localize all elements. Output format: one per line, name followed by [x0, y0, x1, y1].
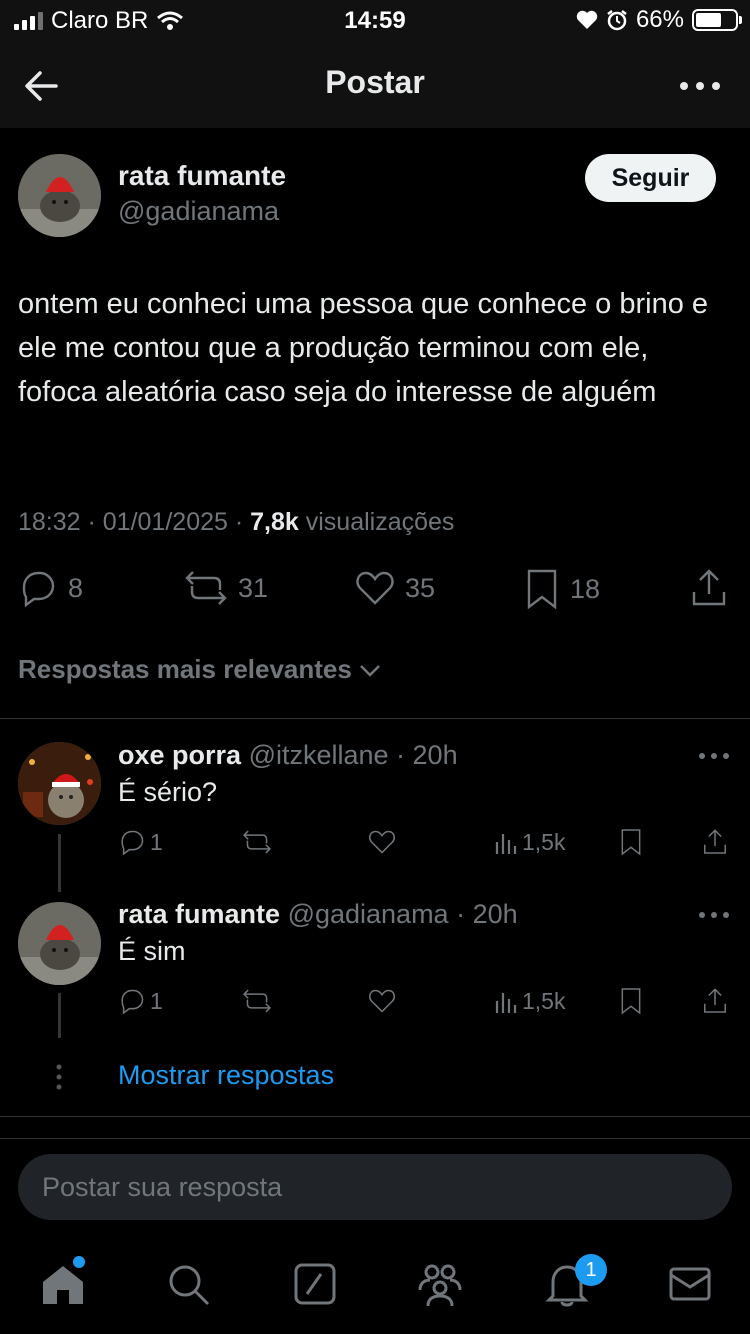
author-info[interactable]	[118, 160, 286, 227]
clock: 14:59	[344, 7, 406, 34]
reply-header	[118, 740, 458, 771]
reply-author-handle: @gadianama	[287, 899, 449, 929]
grok-icon	[291, 1260, 339, 1308]
chevron-down-icon	[358, 658, 382, 682]
reply-author-name[interactable]: oxe porra	[118, 740, 242, 770]
reply-view-count: 1,5k	[522, 828, 566, 855]
tab-messages[interactable]	[666, 1260, 714, 1308]
tab-communities[interactable]	[416, 1260, 464, 1308]
bookmark-icon	[618, 828, 644, 856]
reply-count: 8	[68, 572, 84, 603]
repost-icon	[242, 987, 272, 1015]
reply-repost-action[interactable]	[242, 828, 272, 856]
reply-avatar[interactable]	[18, 742, 101, 825]
reply-avatar[interactable]	[18, 902, 101, 985]
more-options-icon[interactable]	[678, 68, 722, 104]
reply-more-icon[interactable]	[698, 746, 730, 766]
heart-icon	[368, 987, 396, 1015]
reply-more-icon[interactable]	[698, 905, 730, 925]
search-icon	[164, 1260, 212, 1308]
tab-home[interactable]	[39, 1260, 87, 1308]
thread-line	[58, 834, 61, 892]
view-label: visualizações	[298, 508, 455, 536]
share-action[interactable]	[690, 568, 728, 608]
analytics-icon	[494, 828, 518, 856]
repost-icon	[184, 568, 228, 608]
reply-reply-count: 1	[150, 987, 163, 1014]
thread-line	[58, 993, 61, 1038]
reply-view-count: 1,5k	[522, 987, 566, 1014]
section-divider	[0, 718, 750, 719]
reply-icon	[18, 568, 58, 608]
share-icon	[702, 828, 728, 856]
share-icon	[690, 568, 728, 608]
page-title: Postar	[325, 64, 425, 100]
repost-count: 31	[238, 572, 269, 603]
reply-like-action[interactable]	[368, 828, 396, 856]
top-nav	[0, 42, 750, 128]
post-meta	[18, 508, 454, 537]
reply-author-handle: @itzkellane	[248, 740, 389, 770]
reply-header	[118, 899, 518, 930]
reply-age: · 20h	[448, 899, 518, 929]
reply-text: É sim	[118, 936, 186, 966]
bookmark-icon	[524, 568, 560, 610]
reply-repost-action[interactable]	[242, 987, 272, 1015]
replies-sort-selector[interactable]	[18, 654, 382, 685]
author-handle: @gadianama	[118, 196, 280, 226]
bookmark-action[interactable]	[524, 568, 600, 610]
show-replies-link[interactable]: Mostrar respostas	[118, 1060, 335, 1090]
reply-action[interactable]	[18, 568, 83, 608]
post-actions	[0, 568, 750, 612]
reply-age: · 20h	[388, 740, 458, 770]
reply-share-action[interactable]	[702, 987, 728, 1015]
reply-author-name[interactable]: rata fumante	[118, 899, 281, 929]
repost-icon	[242, 828, 272, 856]
author-name[interactable]: rata fumante	[118, 160, 287, 191]
alarm-icon	[606, 9, 628, 31]
view-count[interactable]: 7,8k	[250, 508, 299, 536]
heart-status-icon	[576, 10, 598, 30]
bookmark-icon	[618, 987, 644, 1015]
heart-icon	[368, 828, 396, 856]
reply-share-action[interactable]	[702, 828, 728, 856]
post-text: ontem eu conheci uma pessoa que conhece o brino e ele me contou que a produção terminou com ele, fofoca aleatória caso seja do interesse de alguém	[18, 288, 709, 408]
reply-bookmark-action[interactable]	[618, 987, 644, 1015]
compose-divider	[0, 1138, 750, 1139]
author-avatar[interactable]	[18, 154, 101, 237]
tab-search[interactable]	[164, 1260, 212, 1308]
analytics-icon	[494, 987, 518, 1015]
like-action[interactable]	[355, 568, 435, 608]
reply-reply-action[interactable]	[118, 828, 163, 856]
tab-grok[interactable]	[291, 1260, 339, 1308]
reply-icon	[118, 828, 146, 856]
reply-reply-count: 1	[150, 828, 163, 855]
notifications-badge: 1	[575, 1254, 607, 1286]
bottom-tab-bar	[0, 1240, 750, 1334]
share-icon	[702, 987, 728, 1015]
reply-reply-action[interactable]	[118, 987, 163, 1015]
carrier-name: Claro BR	[51, 7, 149, 34]
mail-icon	[666, 1260, 714, 1308]
reply-compose-input[interactable]	[18, 1154, 732, 1220]
home-new-dot	[73, 1256, 85, 1268]
back-arrow-icon[interactable]	[20, 64, 64, 108]
like-count: 35	[405, 572, 436, 603]
tab-notifications[interactable]	[543, 1259, 597, 1308]
communities-icon	[416, 1260, 464, 1308]
battery-percent: 66%	[635, 6, 684, 33]
status-bar	[0, 0, 750, 42]
bookmark-count: 18	[570, 573, 601, 604]
reply-bookmark-action[interactable]	[618, 828, 644, 856]
battery-icon	[692, 9, 738, 31]
reply-icon	[118, 987, 146, 1015]
thread-dots-icon	[55, 1064, 63, 1090]
reply-like-action[interactable]	[368, 987, 396, 1015]
reply-views-action[interactable]	[494, 987, 565, 1015]
post-timestamp: 18:32 · 01/01/2025 ·	[18, 508, 251, 536]
sort-label: Respostas mais relevantes	[18, 654, 352, 684]
follow-button[interactable]: Seguir	[585, 154, 716, 202]
repost-action[interactable]	[184, 568, 268, 608]
section-divider	[0, 1116, 750, 1117]
reply-views-action[interactable]	[494, 828, 565, 856]
heart-icon	[355, 568, 395, 608]
reply-text: É sério?	[118, 777, 218, 807]
